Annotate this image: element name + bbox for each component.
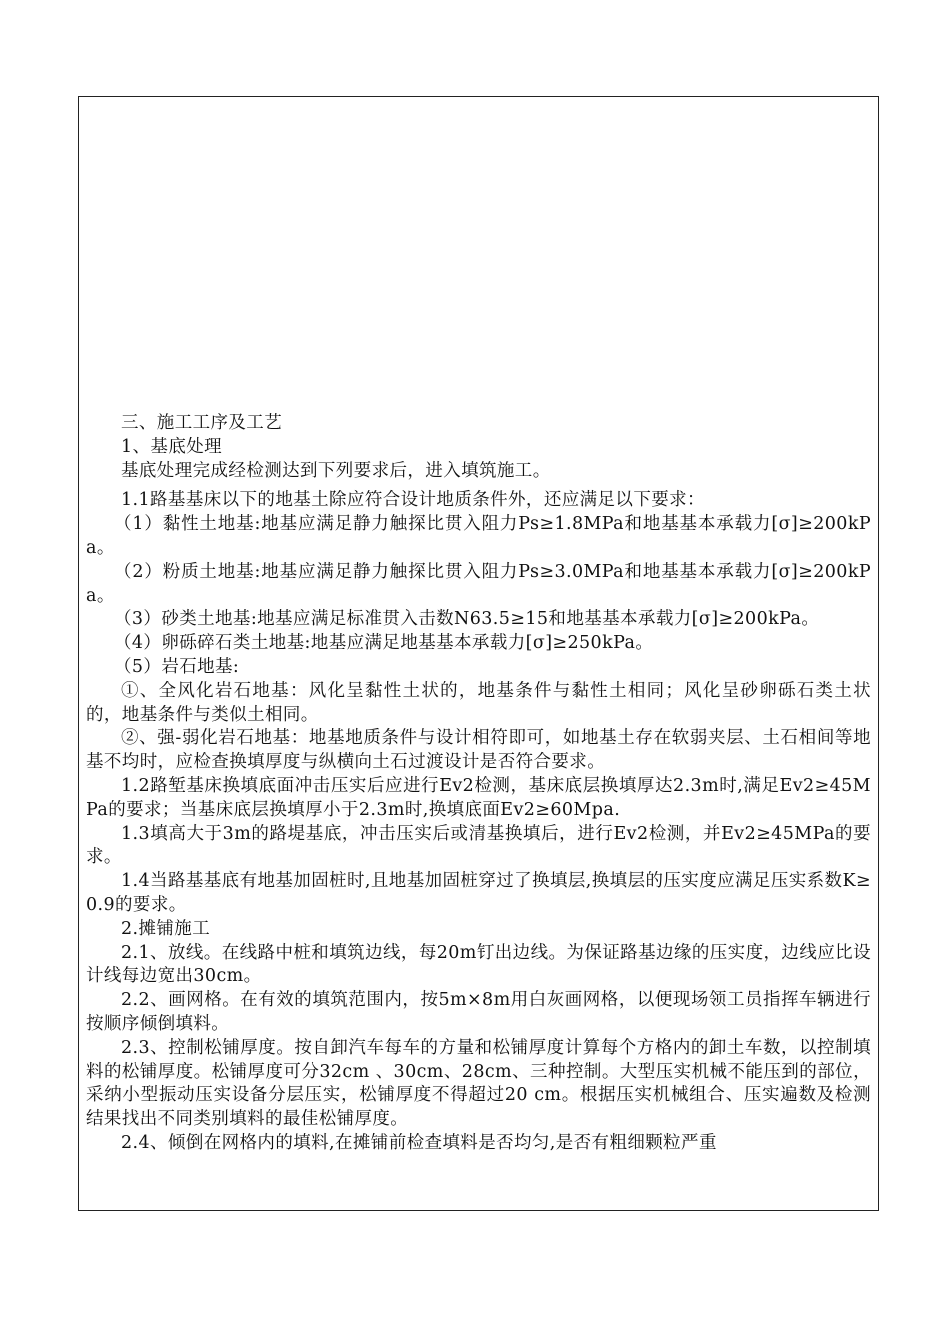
subsection-title-1: 1、基底处理	[121, 436, 223, 457]
paragraph-2-2: 2.2、画网格。在有效的填筑范围内，按5m×8m用白灰画网格，以便现场领工员指挥车辆进行按顺序倾倒填料。	[86, 990, 871, 1034]
subsection-title-2: 2.摊铺施工	[121, 918, 211, 939]
paragraph-1-3: 1.3填高大于3m的路堤基底，冲击压实后或清基换填后，进行Ev2检测，并Ev2≥45MPa的要求。	[86, 823, 872, 868]
requirement-item-3: （3）砂类土地基:地基应满足标准贯入击数N63.5≥15和地基基本承载力[σ]≥200kPa。	[114, 609, 820, 630]
paragraph-1-2: 1.2路堑基床换填底面冲击压实后应进行Ev2检测，基床底层换填厚达2.3m时,满足Ev2≥45MPa的要求；当基床底层换填厚小于2.3m时,换填底面Ev2≥60Mpa.	[86, 775, 871, 820]
requirement-item-2: （2）粉质土地基:地基应满足静力触探比贯入阻力Ps≥3.0MPa和地基基本承载力[σ]≥200kPa。	[86, 561, 871, 606]
document-body	[86, 412, 871, 1156]
paragraph-2-3: 2.3、控制松铺厚度。按自卸汽车每车的方量和松铺厚度计算每个方格内的卸土车数，以控制填料的松铺厚度。松铺厚度可分32cm 、30cm、28cm、三种控制。大型压实机械不能压到的部位，采纳小型振动压实设备分层压实，松铺厚度不得超过20 cm。根据压实机械组合、压实遍数及检测结果找出不同类别填料的最佳松铺厚度。	[86, 1037, 871, 1130]
intro-paragraph: 基底处理完成经检测达到下列要求后，进入填筑施工。	[121, 460, 551, 481]
requirement-item-1: （1）黏性土地基:地基应满足静力触探比贯入阻力Ps≥1.8MPa和地基基本承载力[σ]≥200kPa。	[86, 514, 871, 558]
rock-item-2: ②、强-弱化岩石地基：地基地质条件与设计相符即可，如地基土存在软弱夹层、土石相间等地基不均时，应检查换填厚度与纵横向土石过渡设计是否符合要求。	[86, 728, 871, 773]
requirement-item-4: （4）卵砾碎石类土地基:地基应满足地基基本承载力[σ]≥250kPa。	[114, 633, 654, 654]
paragraph-2-1: 2.1、放线。在线路中桩和填筑边线，每20m钉出边线。为保证路基边缘的压实度，边线应比设计线每边宽出30cm。	[86, 942, 871, 987]
paragraph-2-4: 2.4、倾倒在网格内的填料,在摊铺前检查填料是否均匀,是否有粗细颗粒严重	[121, 1132, 717, 1153]
requirement-item-5: （5）岩石地基:	[114, 656, 240, 677]
paragraph-1-4: 1.4当路基基底有地基加固桩时,且地基加固桩穿过了换填层,换填层的压实度应满足压实系数K≥0.9的要求。	[86, 871, 871, 915]
section-title: 三、施工工序及工艺	[121, 413, 283, 433]
paragraph-1-1: 1.1路基基床以下的地基土除应符合设计地质条件外，还应满足以下要求：	[121, 490, 705, 511]
rock-item-1: ①、全风化岩石地基：风化呈黏性土状的，地基条件与黏性土相同；风化呈砂卵砾石类土状的，地基条件与类似土相同。	[86, 680, 871, 725]
